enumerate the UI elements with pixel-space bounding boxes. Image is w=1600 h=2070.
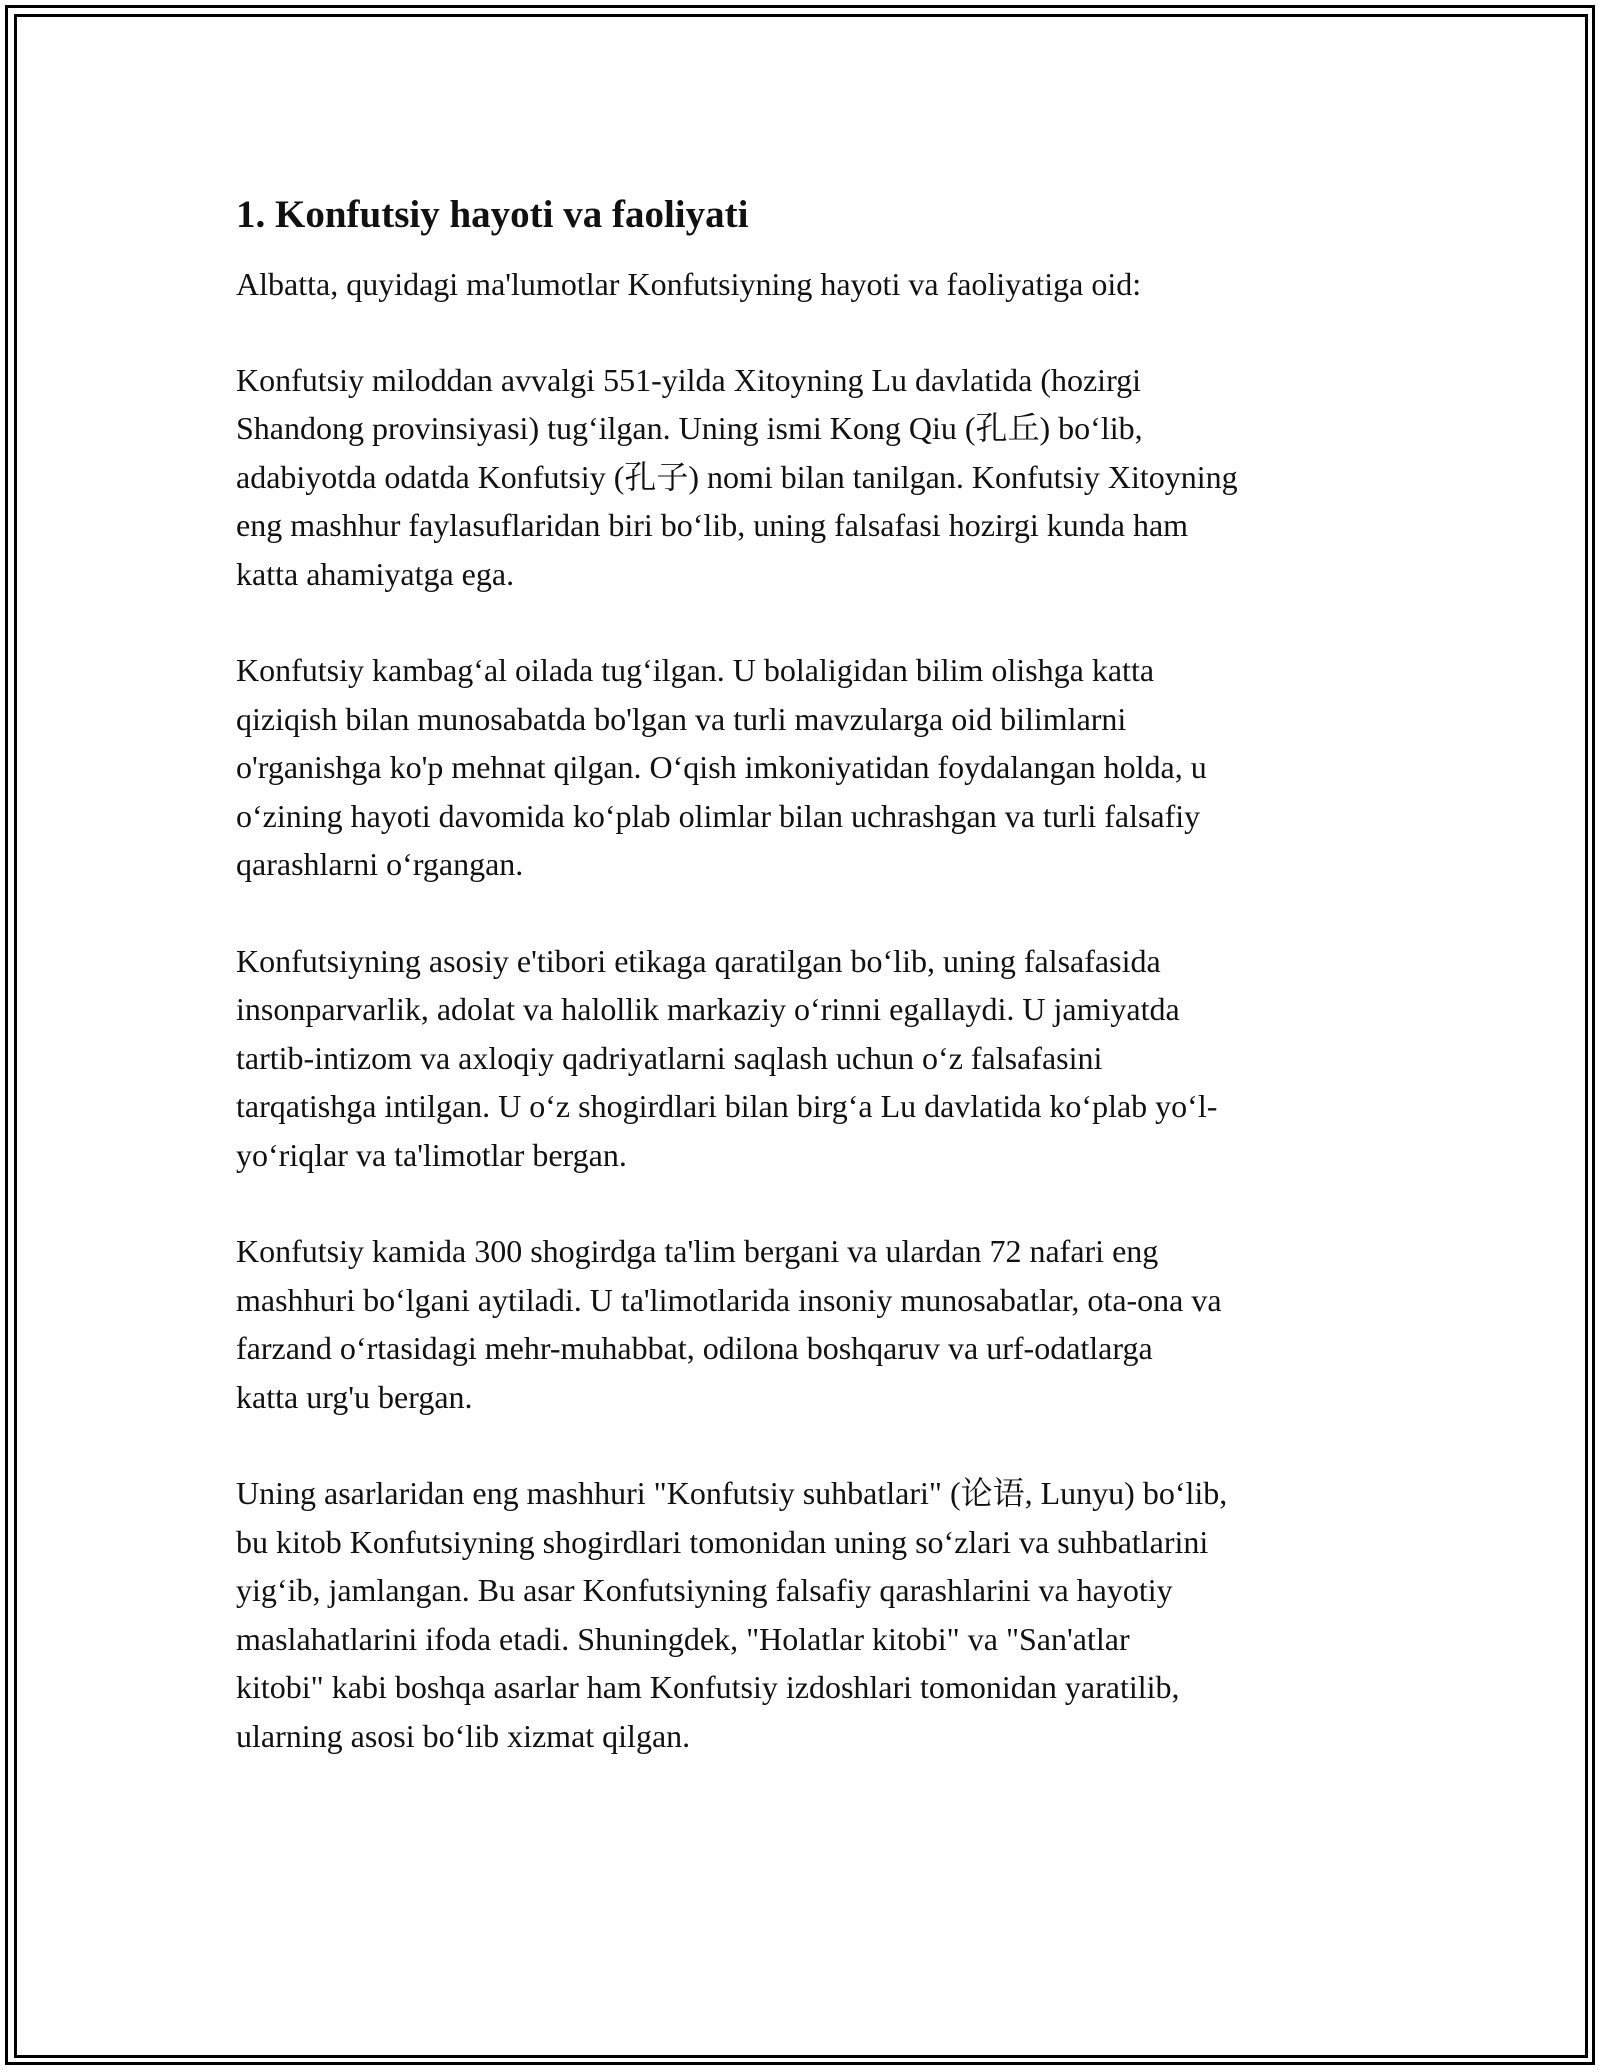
section-heading: 1. Konfutsiy hayoti va faoliyati [236,193,749,236]
paragraph-line: maslahatlarini ifoda etadi. Shuningdek, "Holatlar kitobi" va "San'atlar [236,1620,1130,1657]
paragraph-line: Konfutsiy kamida 300 shogirdga ta'lim bergani va ulardan 72 nafari eng [236,1233,1159,1269]
paragraph-line: adabiyotda odatda Konfutsiy (孔子) nomi bilan tanilgan. Konfutsiy Xitoyning [236,458,1238,495]
document-body [236,184,1366,1808]
paragraph-line: tarqatishga intilgan. U o‘z shogirdlari bilan birg‘a Lu davlatida ko‘plab yo‘l- [236,1088,1218,1124]
paragraph-line: mashhuri bo‘lgani aytiladi. U ta'limotlarida insoniy munosabatlar, ota-ona va [236,1281,1222,1318]
paragraph-line: Albatta, quyidagi ma'lumotlar Konfutsiyning hayoti va faoliyatiga oid: [236,266,1142,302]
paragraph-line: o‘zining hayoti davomida ko‘plab olimlar bilan uchrashgan va turli falsafiy [236,797,1201,834]
paragraph-line: Konfutsiyning asosiy e'tibori etikaga qaratilgan bo‘lib, uning falsafasida [236,942,1161,979]
paragraph-line: katta urg'u bergan. [236,1378,473,1415]
paragraph-line: bu kitob Konfutsiyning shogirdlari tomonidan uning so‘zlari va suhbatlarini [236,1523,1209,1560]
paragraph-students [236,1227,1366,1421]
paragraph-line: Konfutsiy miloddan avvalgi 551-yilda Xitoyning Lu davlatida (hozirgi [236,361,1142,398]
paragraph-line: eng mashhur faylasuflaridan biri bo‘lib, uning falsafasi hozirgi kunda ham [236,507,1189,543]
paragraph-works [236,1469,1366,1760]
paragraph-line: yig‘ib, jamlangan. Bu asar Konfutsiyning falsafiy qarashlarini va hayotiy [236,1572,1173,1608]
paragraph-line: insonparvarlik, adolat va halollik markaziy o‘rinni egallaydi. U jamiyatda [236,991,1180,1027]
paragraph-birth [236,356,1366,599]
paragraph-line: farzand o‘rtasidagi mehr-muhabbat, odilona boshqaruv va urf-odatlarga [236,1330,1153,1366]
paragraph-line: kitobi" kabi boshqa asarlar ham Konfutsiy izdoshlari tomonidan yaratilib, [236,1669,1180,1705]
paragraph-line: o'rganishga ko'p mehnat qilgan. O‘qish imkoniyatidan foydalangan holda, u [236,749,1207,785]
paragraph-line: qiziqish bilan munosabatda bo'lgan va turli mavzularga oid bilimlarni [236,700,1127,737]
paragraph-ethics [236,937,1366,1180]
paragraph-intro [236,260,1366,309]
paragraph-line: Konfutsiy kambag‘al oilada tug‘ilgan. U bolaligidan bilim olishga katta [236,652,1155,688]
paragraph-childhood [236,646,1366,889]
paragraph-line: Uning asarlaridan eng mashhuri "Konfutsiy suhbatlari" (论语, Lunyu) bo‘lib, [236,1475,1228,1511]
paragraph-line: ularning asosi bo‘lib xizmat qilgan. [236,1717,691,1754]
paragraph-line: yo‘riqlar va ta'limotlar bergan. [236,1136,627,1173]
paragraph-line: tartib-intizom va axloqiy qadriyatlarni saqlash uchun o‘z falsafasini [236,1039,1103,1076]
paragraph-line: katta ahamiyatga ega. [236,555,515,592]
paragraph-line: qarashlarni o‘rgangan. [236,846,524,882]
paragraph-line: Shandong provinsiyasi) tug‘ilgan. Uning ismi Kong Qiu (孔丘) bo‘lib, [236,410,1143,446]
